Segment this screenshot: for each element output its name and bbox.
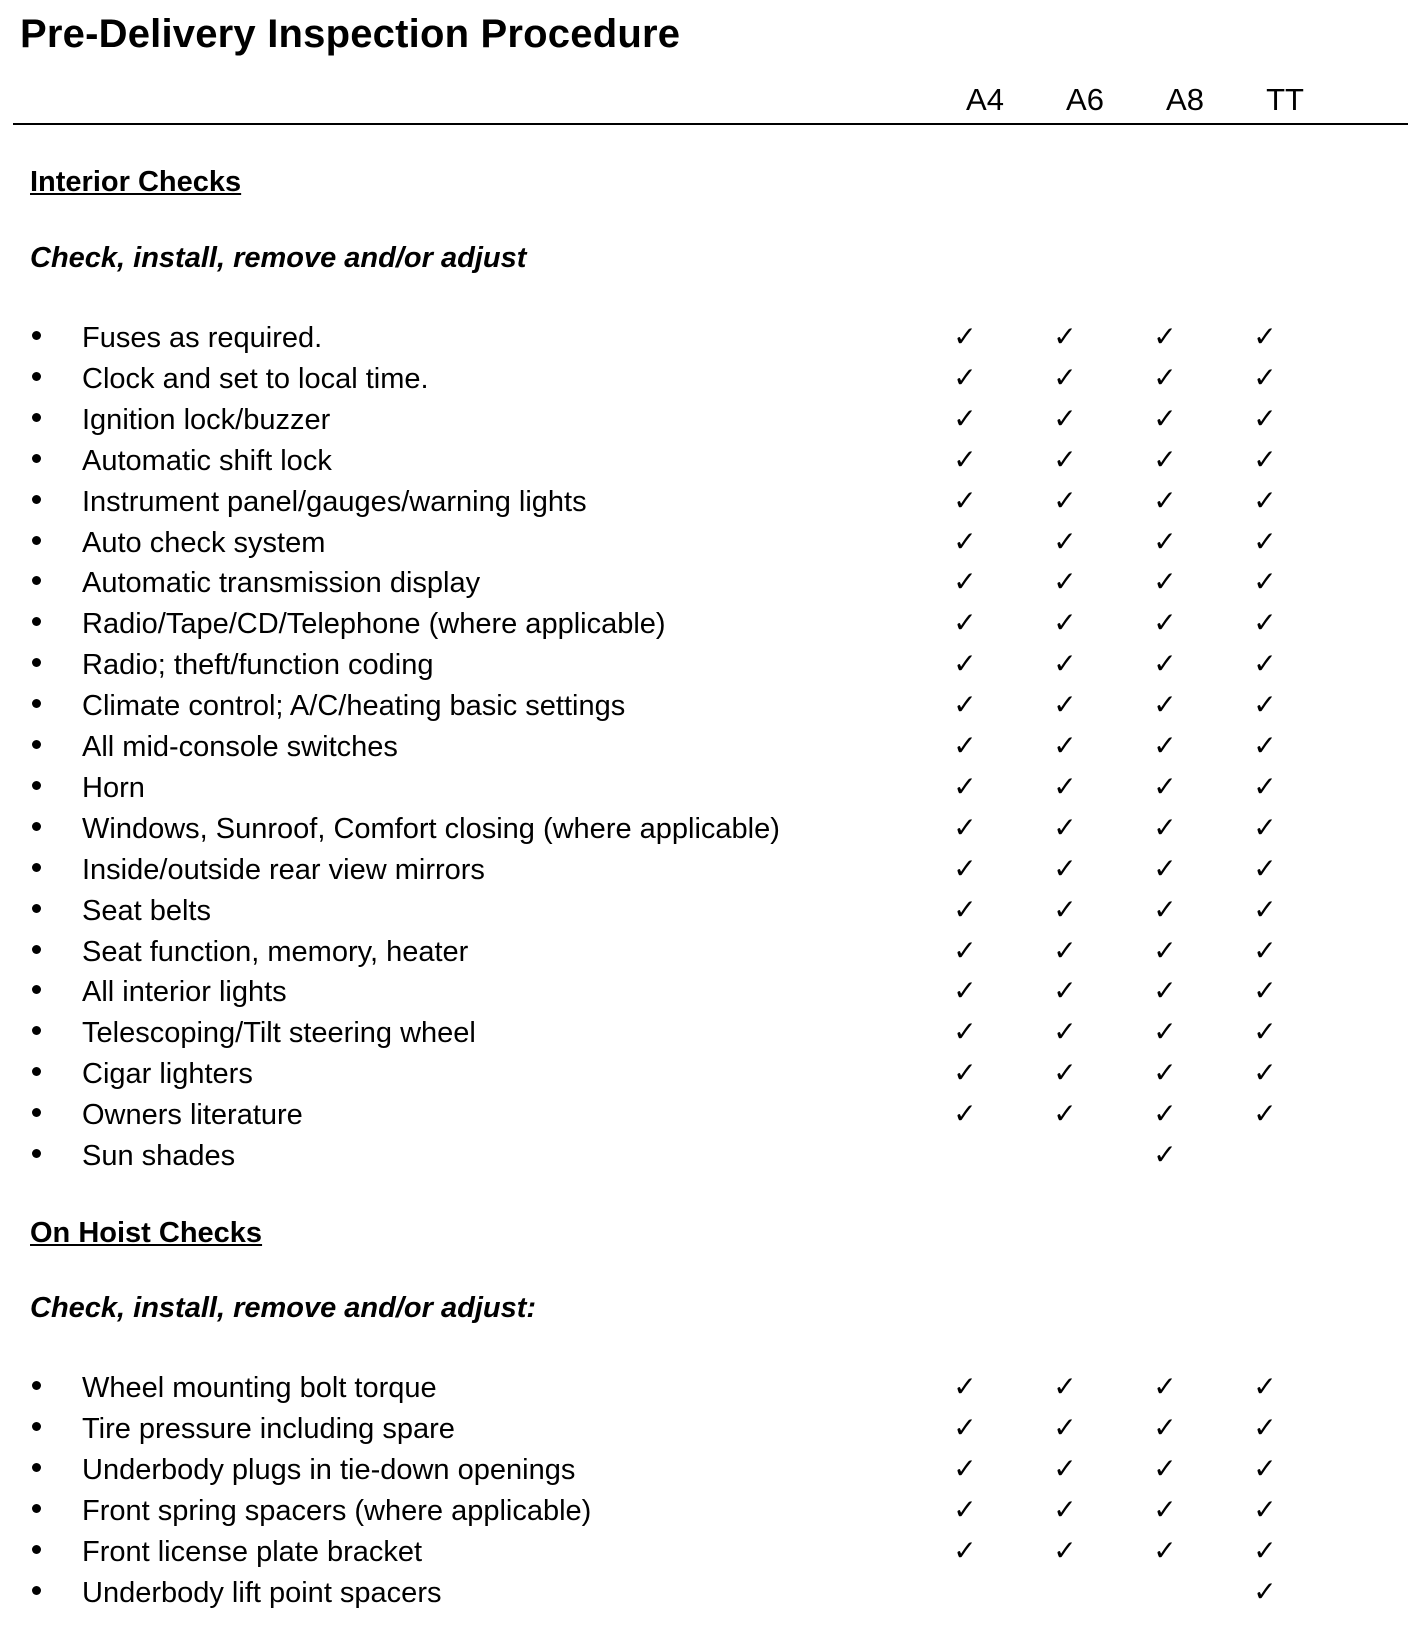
checklist-item-label: All mid-console switches <box>82 731 398 763</box>
checkmark-icon: ✓ <box>953 1533 977 1567</box>
checkmark-icon: ✓ <box>1253 1370 1277 1403</box>
checkmark-icon: ✓ <box>1253 688 1277 722</box>
checkmark-icon: ✓ <box>1153 769 1177 803</box>
checkmark-icon: ✓ <box>1153 933 1177 967</box>
checkmark-icon: ✓ <box>1253 1410 1277 1444</box>
bullet-icon <box>32 454 41 463</box>
checkmark-icon: ✓ <box>953 360 977 394</box>
checklist-item-label: Instrument panel/gauges/warning lights <box>82 485 587 518</box>
bullet-icon <box>32 1504 41 1513</box>
checkmark-icon: ✓ <box>1253 1533 1277 1567</box>
checklist-item-label: Windows, Sunroof, Comfort closing (where applicable) <box>82 812 780 845</box>
checkmark-icon: ✓ <box>1053 810 1077 844</box>
section-subheading: Check, install, remove and/or adjust <box>30 242 527 274</box>
checkmark-icon: ✓ <box>953 320 977 353</box>
section-heading: On Hoist Checks <box>30 1217 263 1249</box>
checkmark-icon: ✓ <box>1153 442 1177 476</box>
checkmark-icon: ✓ <box>953 1451 977 1485</box>
checkmark-icon: ✓ <box>1153 606 1177 640</box>
checkmark-icon: ✓ <box>1153 729 1177 762</box>
bullet-icon <box>32 536 41 545</box>
checklist-item-label: Fuses as required. <box>82 322 323 354</box>
checklist-item <box>0 1410 1408 1453</box>
checklist-item-label: Climate control; A/C/heating basic settings <box>82 690 626 723</box>
checkmark-icon: ✓ <box>953 933 977 967</box>
checkmark-icon: ✓ <box>1153 401 1177 435</box>
checklist-item-label: Ignition lock/buzzer <box>82 403 331 436</box>
checklist-item-label: Automatic shift lock <box>82 444 332 477</box>
checklist-item-label: Telescoping/Tilt steering wheel <box>82 1017 476 1050</box>
checklist-item <box>0 731 1408 771</box>
checkmark-icon: ✓ <box>1253 810 1277 844</box>
header-rule <box>13 123 1408 125</box>
checkmark-icon: ✓ <box>953 688 977 722</box>
checklist-item-label: Owners literature <box>82 1099 303 1132</box>
bullet-icon <box>32 331 41 340</box>
checklist-item <box>0 1099 1408 1139</box>
checklist-item <box>0 769 1408 812</box>
checkmark-icon: ✓ <box>1053 565 1077 599</box>
bullet-icon <box>32 617 41 626</box>
bullet-icon <box>32 945 41 954</box>
bullet-icon <box>32 1545 41 1554</box>
checklist-item-label: Underbody plugs in tie-down openings <box>82 1453 576 1486</box>
bullet-icon <box>32 1381 41 1390</box>
checkmark-icon: ✓ <box>1253 1492 1277 1526</box>
checkmark-icon: ✓ <box>953 1370 977 1403</box>
checkmark-icon: ✓ <box>1253 320 1277 353</box>
section-heading: Interior Checks <box>30 166 242 198</box>
checkmark-icon: ✓ <box>953 810 977 844</box>
checkmark-icon: ✓ <box>1153 688 1177 722</box>
bullet-icon <box>32 576 41 585</box>
bullet-icon <box>32 372 41 381</box>
checklist-item-label: Auto check system <box>82 526 326 559</box>
checkmark-icon: ✓ <box>953 729 977 762</box>
column-header-tt: TT <box>1266 82 1304 117</box>
bullet-icon <box>32 904 41 913</box>
checkmark-icon: ✓ <box>1253 1574 1277 1608</box>
checklist-item-label: Front spring spacers (where applicable) <box>82 1494 592 1527</box>
checkmark-icon: ✓ <box>953 1056 977 1090</box>
checkmark-icon: ✓ <box>1153 1533 1177 1567</box>
checklist-item <box>0 1492 1408 1535</box>
checkmark-icon: ✓ <box>1053 1533 1077 1567</box>
checkmark-icon: ✓ <box>1053 1492 1077 1526</box>
checklist-item-label: Front license plate bracket <box>82 1535 423 1568</box>
checkmark-icon: ✓ <box>1253 892 1277 926</box>
checkmark-icon: ✓ <box>1053 1015 1077 1049</box>
checkmark-icon: ✓ <box>1153 1097 1177 1131</box>
column-header-a6: A6 <box>1066 82 1104 117</box>
checklist-item <box>0 1058 1408 1098</box>
checkmark-icon: ✓ <box>953 606 977 640</box>
checkmark-icon: ✓ <box>953 647 977 681</box>
checkmark-icon: ✓ <box>1153 851 1177 885</box>
checkmark-icon: ✓ <box>1053 606 1077 640</box>
checkmark-icon: ✓ <box>1153 1370 1177 1403</box>
checkmark-icon: ✓ <box>953 1097 977 1131</box>
checklist-item-label: Sun shades <box>82 1140 236 1172</box>
checklist-item-label: Tire pressure including spare <box>82 1412 455 1445</box>
checkmark-icon: ✓ <box>953 524 977 558</box>
checklist-item <box>0 1451 1408 1494</box>
checklist-item <box>0 810 1408 853</box>
checkmark-icon: ✓ <box>1053 851 1077 885</box>
checkmark-icon: ✓ <box>953 401 977 435</box>
checklist-item <box>0 1017 1408 1057</box>
checkmark-icon: ✓ <box>1153 483 1177 517</box>
bullet-icon <box>32 985 41 994</box>
bullet-icon <box>32 658 41 667</box>
checkmark-icon: ✓ <box>953 892 977 926</box>
checkmark-icon: ✓ <box>1153 524 1177 558</box>
checklist-item <box>0 649 1408 689</box>
checklist-item <box>0 483 1408 526</box>
checklist-item <box>0 360 1408 403</box>
checklist-item-label: Clock and set to local time. <box>82 362 429 395</box>
checkmark-icon: ✓ <box>1253 483 1277 517</box>
checkmark-icon: ✓ <box>1253 1015 1277 1049</box>
checkmark-icon: ✓ <box>1053 933 1077 967</box>
checkmark-icon: ✓ <box>1253 769 1277 803</box>
checkmark-icon: ✓ <box>1153 1410 1177 1444</box>
checkmark-icon: ✓ <box>1253 647 1277 681</box>
checkmark-icon: ✓ <box>953 851 977 885</box>
checkmark-icon: ✓ <box>1153 1492 1177 1526</box>
checkmark-icon: ✓ <box>1253 1451 1277 1485</box>
checkmark-icon: ✓ <box>953 769 977 803</box>
checklist-item <box>0 322 1408 362</box>
checkmark-icon: ✓ <box>1153 360 1177 394</box>
checkmark-icon: ✓ <box>1053 1370 1077 1403</box>
checklist-item-label: Radio/Tape/CD/Telephone (where applicable) <box>82 608 666 641</box>
checklist-item <box>0 442 1408 485</box>
checkmark-icon: ✓ <box>1053 729 1077 762</box>
checkmark-icon: ✓ <box>1053 1056 1077 1090</box>
checkmark-icon: ✓ <box>1053 974 1077 1008</box>
checkmark-icon: ✓ <box>1253 933 1277 967</box>
checkmark-icon: ✓ <box>1053 401 1077 435</box>
bullet-icon <box>32 822 41 831</box>
checkmark-icon: ✓ <box>1053 892 1077 926</box>
checkmark-icon: ✓ <box>1153 1451 1177 1485</box>
checkmark-icon: ✓ <box>1153 974 1177 1008</box>
checkmark-icon: ✓ <box>953 1410 977 1444</box>
section-subheading: Check, install, remove and/or adjust: <box>30 1292 537 1324</box>
checklist-item-label: Radio; theft/function coding <box>82 649 434 682</box>
checklist-item <box>0 1574 1408 1617</box>
checkmark-icon: ✓ <box>1053 1451 1077 1485</box>
checklist-item <box>0 1372 1408 1412</box>
checkmark-icon: ✓ <box>1053 1410 1077 1444</box>
checklist-item <box>0 401 1408 444</box>
checklist-item <box>0 690 1408 730</box>
checkmark-icon: ✓ <box>1253 1056 1277 1090</box>
column-header-a8: A8 <box>1166 82 1204 117</box>
checkmark-icon: ✓ <box>1053 442 1077 476</box>
bullet-icon <box>32 1108 41 1117</box>
bullet-icon <box>32 781 41 790</box>
checkmark-icon: ✓ <box>1253 401 1277 435</box>
checkmark-icon: ✓ <box>1253 1097 1277 1131</box>
checkmark-icon: ✓ <box>1153 810 1177 844</box>
checkmark-icon: ✓ <box>1153 320 1177 353</box>
checkmark-icon: ✓ <box>1053 688 1077 722</box>
bullet-icon <box>32 1149 41 1158</box>
checkmark-icon: ✓ <box>1053 1097 1077 1131</box>
checkmark-icon: ✓ <box>1153 647 1177 681</box>
bullet-icon <box>32 699 41 708</box>
bullet-icon <box>32 1586 41 1595</box>
checklist-item-label: Underbody lift point spacers <box>82 1576 442 1609</box>
checkmark-icon: ✓ <box>1253 360 1277 394</box>
checkmark-icon: ✓ <box>1053 524 1077 558</box>
checklist-item <box>0 567 1408 607</box>
checkmark-icon: ✓ <box>1053 647 1077 681</box>
checklist-item <box>0 524 1408 567</box>
checklist-item <box>0 608 1408 648</box>
checkmark-icon: ✓ <box>1253 606 1277 640</box>
bullet-icon <box>32 863 41 872</box>
checkmark-icon: ✓ <box>1053 769 1077 803</box>
checkmark-icon: ✓ <box>1153 892 1177 926</box>
checklist-item-label: Horn <box>82 771 145 804</box>
checkmark-icon: ✓ <box>953 974 977 1008</box>
checkmark-icon: ✓ <box>1153 1138 1177 1171</box>
checklist-item-label: All interior lights <box>82 976 287 1009</box>
bullet-icon <box>32 1463 41 1472</box>
checkmark-icon: ✓ <box>953 565 977 599</box>
checklist-item-label: Automatic transmission display <box>82 567 481 600</box>
checkmark-icon: ✓ <box>1253 974 1277 1008</box>
checklist-item-label: Inside/outside rear view mirrors <box>82 853 485 886</box>
checkmark-icon: ✓ <box>953 1492 977 1526</box>
checkmark-icon: ✓ <box>1053 360 1077 394</box>
checklist-item <box>0 933 1408 976</box>
page-title: Pre-Delivery Inspection Procedure <box>20 12 681 56</box>
checklist-item-label: Seat function, memory, heater <box>82 935 469 968</box>
checkmark-icon: ✓ <box>1053 320 1077 353</box>
checkmark-icon: ✓ <box>1253 565 1277 599</box>
checkmark-icon: ✓ <box>1153 1015 1177 1049</box>
checkmark-icon: ✓ <box>1253 729 1277 762</box>
checkmark-icon: ✓ <box>1253 851 1277 885</box>
bullet-icon <box>32 495 41 504</box>
checkmark-icon: ✓ <box>1253 442 1277 476</box>
bullet-icon <box>32 1422 41 1431</box>
checklist-item <box>0 976 1408 1016</box>
checkmark-icon: ✓ <box>1053 483 1077 517</box>
checkmark-icon: ✓ <box>953 442 977 476</box>
checklist-item <box>0 892 1408 935</box>
checklist-item <box>0 851 1408 894</box>
checklist-item-label: Wheel mounting bolt torque <box>82 1372 437 1404</box>
bullet-icon <box>32 413 41 422</box>
checklist-item <box>0 1533 1408 1576</box>
bullet-icon <box>32 740 41 749</box>
checklist-item-label: Seat belts <box>82 894 211 927</box>
checkmark-icon: ✓ <box>1153 565 1177 599</box>
bullet-icon <box>32 1067 41 1076</box>
checklist-item <box>0 1140 1408 1180</box>
checkmark-icon: ✓ <box>1153 1056 1177 1090</box>
checklist-item-label: Cigar lighters <box>82 1058 253 1091</box>
checkmark-icon: ✓ <box>953 1015 977 1049</box>
column-header-a4: A4 <box>966 82 1004 117</box>
checkmark-icon: ✓ <box>953 483 977 517</box>
bullet-icon <box>32 1026 41 1035</box>
checkmark-icon: ✓ <box>1253 524 1277 558</box>
